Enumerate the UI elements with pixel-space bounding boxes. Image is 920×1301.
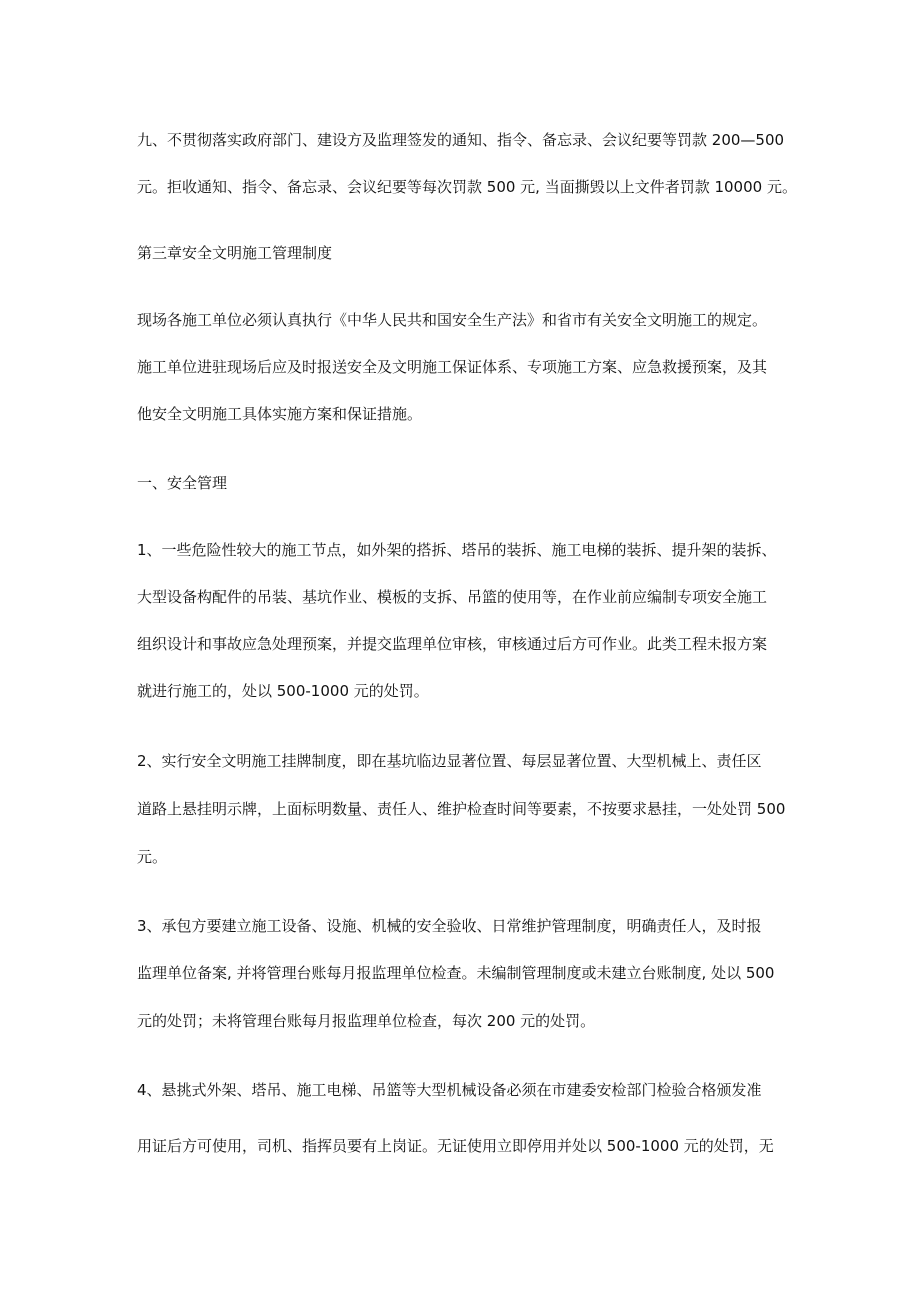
text-line: 道路上悬挂明示牌，上面标明数量、责任人、维护检查时间等要素，不按要求悬挂，一处处罚 500 (137, 800, 786, 818)
section-heading: 一、安全管理 (137, 474, 228, 492)
text-line: 元。 (137, 848, 168, 866)
text-line: 1、一些危险性较大的施工节点，如外架的搭拆、塔吊的装拆、施工电梯的装拆、提升架的装拆、 (137, 541, 777, 559)
text-line: 元的处罚；未将管理台账每月报监理单位检查，每次 200 元的处罚。 (137, 1012, 596, 1030)
text-line: 4、悬挑式外架、塔吊、施工电梯、吊篮等大型机械设备必须在市建委安检部门检验合格颁发准 (137, 1081, 762, 1099)
text-line: 九、不贯彻落实政府部门、建设方及监理签发的通知、指令、备忘录、会议纪要等罚款 200—500 (137, 131, 785, 149)
text-line: 大型设备构配件的吊装、基坑作业、模板的支拆、吊篮的使用等，在作业前应编制专项安全施工 (137, 588, 768, 606)
text-line: 施工单位进驻现场后应及时报送安全及文明施工保证体系、专项施工方案、应急救援预案，及其 (137, 358, 768, 376)
chapter-heading: 第三章安全文明施工管理制度 (137, 244, 333, 262)
text-line: 元。拒收通知、指令、备忘录、会议纪要等每次罚款 500 元, 当面撕毁以上文件者罚款 10000 元。 (137, 178, 797, 196)
text-line: 用证后方可使用，司机、指挥员要有上岗证。无证使用立即停用并处以 500-1000 元的处罚，无 (137, 1137, 774, 1155)
text-line: 2、实行安全文明施工挂牌制度，即在基坑临边显著位置、每层显著位置、大型机械上、责任区 (137, 752, 762, 770)
text-line: 组织设计和事故应急处理预案，并提交监理单位审核，审核通过后方可作业。此类工程未报方案 (137, 635, 768, 653)
text-line: 他安全文明施工具体实施方案和保证措施。 (137, 405, 423, 423)
text-line: 3、承包方要建立施工设备、设施、机械的安全验收、日常维护管理制度，明确责任人，及时报 (137, 917, 762, 935)
text-line: 监理单位备案, 并将管理台账每月报监理单位检查。未编制管理制度或未建立台账制度, 处以 500 (137, 964, 775, 982)
text-line: 现场各施工单位必须认真执行《中华人民共和国安全生产法》和省市有关安全文明施工的规定。 (137, 311, 768, 329)
text-line: 就进行施工的，处以 500-1000 元的处罚。 (137, 682, 429, 700)
